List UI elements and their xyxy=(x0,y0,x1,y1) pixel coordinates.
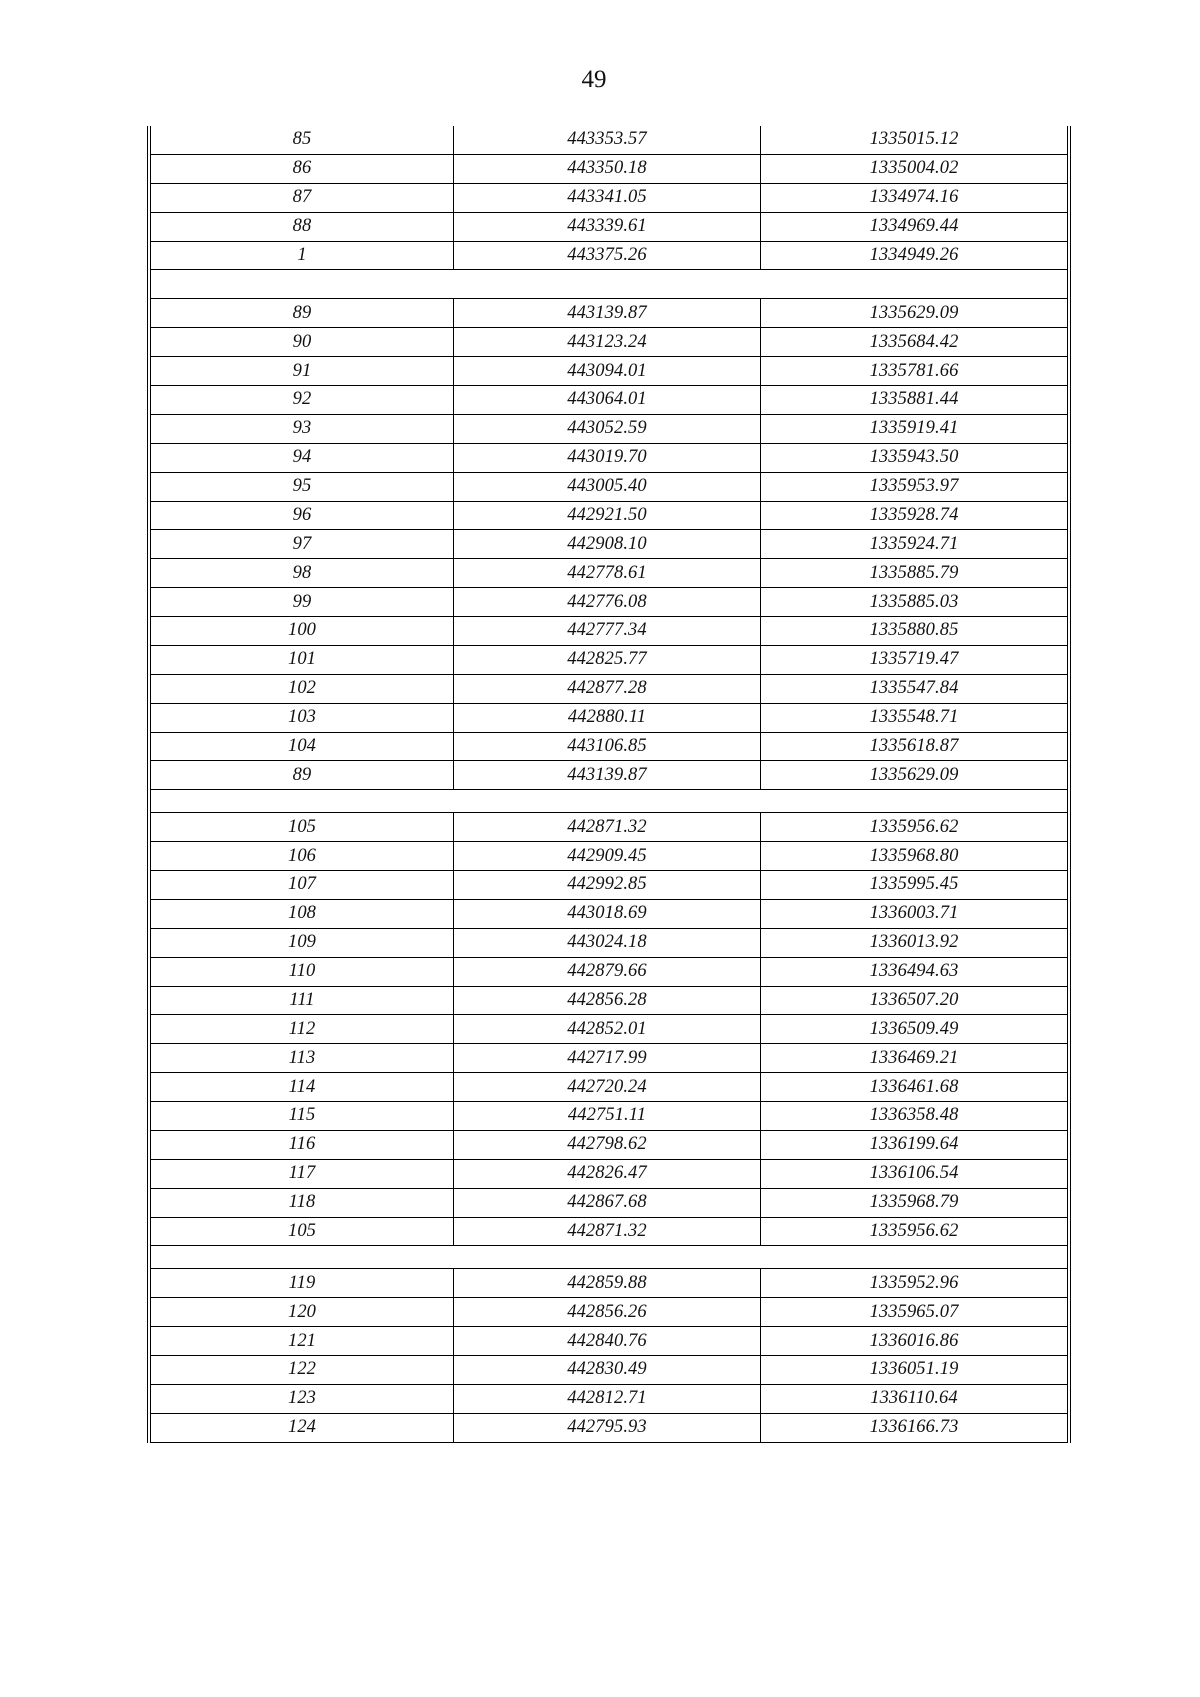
point-number-cell: 86 xyxy=(151,155,454,183)
point-number-cell: 112 xyxy=(151,1015,454,1043)
group-separator-row xyxy=(151,1246,1067,1269)
table-row xyxy=(151,1073,1067,1102)
x-coordinate-cell: 443052.59 xyxy=(454,415,761,443)
page-number: 49 xyxy=(581,66,607,93)
table-row xyxy=(151,871,1067,900)
point-number-cell: 89 xyxy=(151,761,454,789)
y-coordinate-cell: 1335919.41 xyxy=(869,418,959,439)
x-coordinate-cell: 443123.24 xyxy=(454,328,761,356)
y-coordinate-cell: 1335548.71 xyxy=(869,707,959,728)
table-row xyxy=(151,386,1067,415)
x-coordinate-cell: 442795.93 xyxy=(454,1414,761,1442)
x-coordinate-cell: 443094.01 xyxy=(454,357,761,385)
table-row xyxy=(151,987,1067,1016)
point-number-cell: 107 xyxy=(151,871,454,899)
table-row xyxy=(151,733,1067,762)
table-row xyxy=(151,1189,1067,1218)
table-row xyxy=(151,502,1067,531)
y-coordinate-cell: 1335924.71 xyxy=(869,533,959,554)
x-coordinate-cell: 442751.11 xyxy=(454,1102,761,1130)
table-row xyxy=(151,1327,1067,1356)
x-coordinate-cell: 442992.85 xyxy=(454,871,761,899)
group-separator-row xyxy=(151,270,1067,299)
y-coordinate-cell: 1335881.44 xyxy=(869,389,959,410)
x-coordinate-cell: 442859.88 xyxy=(454,1269,761,1297)
y-coordinate-cell: 1335943.50 xyxy=(869,447,959,468)
point-number-cell: 115 xyxy=(151,1102,454,1130)
y-coordinate-cell: 1334969.44 xyxy=(869,216,959,237)
x-coordinate-cell: 443018.69 xyxy=(454,900,761,928)
y-coordinate-cell: 1335684.42 xyxy=(869,331,959,352)
table-row xyxy=(151,1131,1067,1160)
point-number-cell: 90 xyxy=(151,328,454,356)
table-row xyxy=(151,958,1067,987)
x-coordinate-cell: 442867.68 xyxy=(454,1189,761,1217)
x-coordinate-cell: 442921.50 xyxy=(454,502,761,530)
table-row xyxy=(151,155,1067,184)
x-coordinate-cell: 442871.32 xyxy=(454,813,761,841)
y-coordinate-cell: 1335880.85 xyxy=(869,620,959,641)
x-coordinate-cell: 442776.08 xyxy=(454,588,761,616)
point-number-cell: 124 xyxy=(151,1414,454,1442)
point-number-cell: 100 xyxy=(151,617,454,645)
point-number-cell: 105 xyxy=(151,1218,454,1246)
x-coordinate-cell: 442856.26 xyxy=(454,1298,761,1326)
x-coordinate-cell: 442812.71 xyxy=(454,1385,761,1413)
x-coordinate-cell: 443350.18 xyxy=(454,155,761,183)
point-number-cell: 108 xyxy=(151,900,454,928)
table-row xyxy=(151,842,1067,871)
table-row xyxy=(151,1385,1067,1414)
y-coordinate-cell: 1335995.45 xyxy=(869,874,959,895)
y-coordinate-cell: 1336051.19 xyxy=(869,1359,959,1380)
point-number-cell: 104 xyxy=(151,733,454,761)
table-row xyxy=(151,357,1067,386)
y-coordinate-cell: 1335885.03 xyxy=(869,591,959,612)
table-row xyxy=(151,415,1067,444)
x-coordinate-cell: 442798.62 xyxy=(454,1131,761,1159)
point-number-cell: 98 xyxy=(151,559,454,587)
y-coordinate-cell: 1335629.09 xyxy=(869,764,959,785)
coordinate-table xyxy=(147,126,1071,1443)
table-row xyxy=(151,588,1067,617)
x-coordinate-cell: 442908.10 xyxy=(454,530,761,558)
point-number-cell: 110 xyxy=(151,958,454,986)
table-row xyxy=(151,1160,1067,1189)
table-row xyxy=(151,530,1067,559)
y-coordinate-cell: 1335547.84 xyxy=(869,678,959,699)
table-row xyxy=(151,242,1067,271)
point-number-cell: 122 xyxy=(151,1356,454,1384)
y-coordinate-cell: 1336106.54 xyxy=(869,1163,959,1184)
point-number-cell: 96 xyxy=(151,502,454,530)
table-row xyxy=(151,900,1067,929)
x-coordinate-cell: 443106.85 xyxy=(454,733,761,761)
table-row xyxy=(151,559,1067,588)
point-number-cell: 103 xyxy=(151,704,454,732)
x-coordinate-cell: 442826.47 xyxy=(454,1160,761,1188)
y-coordinate-cell: 1335956.62 xyxy=(869,816,959,837)
point-number-cell: 120 xyxy=(151,1298,454,1326)
y-coordinate-cell: 1335952.96 xyxy=(869,1272,959,1293)
table-row xyxy=(151,617,1067,646)
x-coordinate-cell: 442830.49 xyxy=(454,1356,761,1384)
point-number-cell: 94 xyxy=(151,444,454,472)
y-coordinate-cell: 1335928.74 xyxy=(869,504,959,525)
point-number-cell: 118 xyxy=(151,1189,454,1217)
point-number-cell: 93 xyxy=(151,415,454,443)
y-coordinate-cell: 1335956.62 xyxy=(869,1220,959,1241)
y-coordinate-cell: 1336507.20 xyxy=(869,989,959,1010)
x-coordinate-cell: 443353.57 xyxy=(454,126,761,154)
y-coordinate-cell: 1335004.02 xyxy=(869,158,959,179)
table-row xyxy=(151,675,1067,704)
point-number-cell: 102 xyxy=(151,675,454,703)
y-coordinate-cell: 1335968.80 xyxy=(869,845,959,866)
x-coordinate-cell: 443139.87 xyxy=(454,761,761,789)
table-row xyxy=(151,184,1067,213)
y-coordinate-cell: 1335629.09 xyxy=(869,302,959,323)
point-number-cell: 109 xyxy=(151,929,454,957)
x-coordinate-cell: 443005.40 xyxy=(454,473,761,501)
table-row xyxy=(151,1218,1067,1247)
point-number-cell: 101 xyxy=(151,646,454,674)
table-row xyxy=(151,444,1067,473)
table-row xyxy=(151,1015,1067,1044)
x-coordinate-cell: 442720.24 xyxy=(454,1073,761,1101)
x-coordinate-cell: 442777.34 xyxy=(454,617,761,645)
table-row xyxy=(151,1269,1067,1298)
y-coordinate-cell: 1336110.64 xyxy=(870,1388,958,1409)
table-row xyxy=(151,1044,1067,1073)
point-number-cell: 105 xyxy=(151,813,454,841)
point-number-cell: 116 xyxy=(151,1131,454,1159)
y-coordinate-cell: 1335953.97 xyxy=(869,476,959,497)
point-number-cell: 1 xyxy=(151,242,454,270)
point-number-cell: 87 xyxy=(151,184,454,212)
table-row xyxy=(151,126,1067,155)
x-coordinate-cell: 442871.32 xyxy=(454,1218,761,1246)
x-coordinate-cell: 443375.26 xyxy=(454,242,761,270)
x-coordinate-cell: 443339.61 xyxy=(454,213,761,241)
x-coordinate-cell: 443139.87 xyxy=(454,299,761,327)
table-row xyxy=(151,213,1067,242)
table-row xyxy=(151,761,1067,790)
x-coordinate-cell: 442909.45 xyxy=(454,842,761,870)
y-coordinate-cell: 1336509.49 xyxy=(869,1018,959,1039)
point-number-cell: 106 xyxy=(151,842,454,870)
y-coordinate-cell: 1336003.71 xyxy=(869,903,959,924)
table-row xyxy=(151,1102,1067,1131)
point-number-cell: 121 xyxy=(151,1327,454,1355)
point-number-cell: 89 xyxy=(151,299,454,327)
point-number-cell: 95 xyxy=(151,473,454,501)
y-coordinate-cell: 1334949.26 xyxy=(869,244,959,265)
point-number-cell: 92 xyxy=(151,386,454,414)
point-number-cell: 123 xyxy=(151,1385,454,1413)
x-coordinate-cell: 442880.11 xyxy=(454,704,761,732)
y-coordinate-cell: 1335618.87 xyxy=(869,735,959,756)
table-row xyxy=(151,1356,1067,1385)
table-row xyxy=(151,813,1067,842)
x-coordinate-cell: 442717.99 xyxy=(454,1044,761,1072)
group-separator-row xyxy=(151,790,1067,813)
y-coordinate-cell: 1335719.47 xyxy=(869,649,959,670)
point-number-cell: 99 xyxy=(151,588,454,616)
point-number-cell: 91 xyxy=(151,357,454,385)
y-coordinate-cell: 1335968.79 xyxy=(869,1192,959,1213)
y-coordinate-cell: 1336358.48 xyxy=(869,1105,959,1126)
x-coordinate-cell: 442825.77 xyxy=(454,646,761,674)
y-coordinate-cell: 1335965.07 xyxy=(869,1301,959,1322)
x-coordinate-cell: 442879.66 xyxy=(454,958,761,986)
y-coordinate-cell: 1336199.64 xyxy=(869,1134,959,1155)
x-coordinate-cell: 442852.01 xyxy=(454,1015,761,1043)
y-coordinate-cell: 1336013.92 xyxy=(869,932,959,953)
x-coordinate-cell: 442856.28 xyxy=(454,987,761,1015)
table-row xyxy=(151,1298,1067,1327)
y-coordinate-cell: 1334974.16 xyxy=(869,187,959,208)
point-number-cell: 114 xyxy=(151,1073,454,1101)
table-row xyxy=(151,646,1067,675)
x-coordinate-cell: 442778.61 xyxy=(454,559,761,587)
x-coordinate-cell: 443024.18 xyxy=(454,929,761,957)
x-coordinate-cell: 443019.70 xyxy=(454,444,761,472)
x-coordinate-cell: 442877.28 xyxy=(454,675,761,703)
point-number-cell: 113 xyxy=(151,1044,454,1072)
y-coordinate-cell: 1335885.79 xyxy=(869,562,959,583)
y-coordinate-cell: 1335015.12 xyxy=(869,129,959,150)
point-number-cell: 97 xyxy=(151,530,454,558)
y-coordinate-cell: 1336166.73 xyxy=(869,1417,959,1438)
point-number-cell: 85 xyxy=(151,126,454,154)
table-row xyxy=(151,929,1067,958)
x-coordinate-cell: 443341.05 xyxy=(454,184,761,212)
table-row xyxy=(151,473,1067,502)
table-row xyxy=(151,328,1067,357)
point-number-cell: 117 xyxy=(151,1160,454,1188)
y-coordinate-cell: 1336461.68 xyxy=(869,1076,959,1097)
table-row xyxy=(151,1414,1067,1443)
x-coordinate-cell: 442840.76 xyxy=(454,1327,761,1355)
table-row xyxy=(151,704,1067,733)
table-row xyxy=(151,299,1067,328)
point-number-cell: 119 xyxy=(151,1269,454,1297)
y-coordinate-cell: 1336494.63 xyxy=(869,961,959,982)
y-coordinate-cell: 1335781.66 xyxy=(869,360,959,381)
y-coordinate-cell: 1336016.86 xyxy=(869,1330,959,1351)
point-number-cell: 88 xyxy=(151,213,454,241)
x-coordinate-cell: 443064.01 xyxy=(454,386,761,414)
y-coordinate-cell: 1336469.21 xyxy=(869,1047,959,1068)
point-number-cell: 111 xyxy=(151,987,454,1015)
